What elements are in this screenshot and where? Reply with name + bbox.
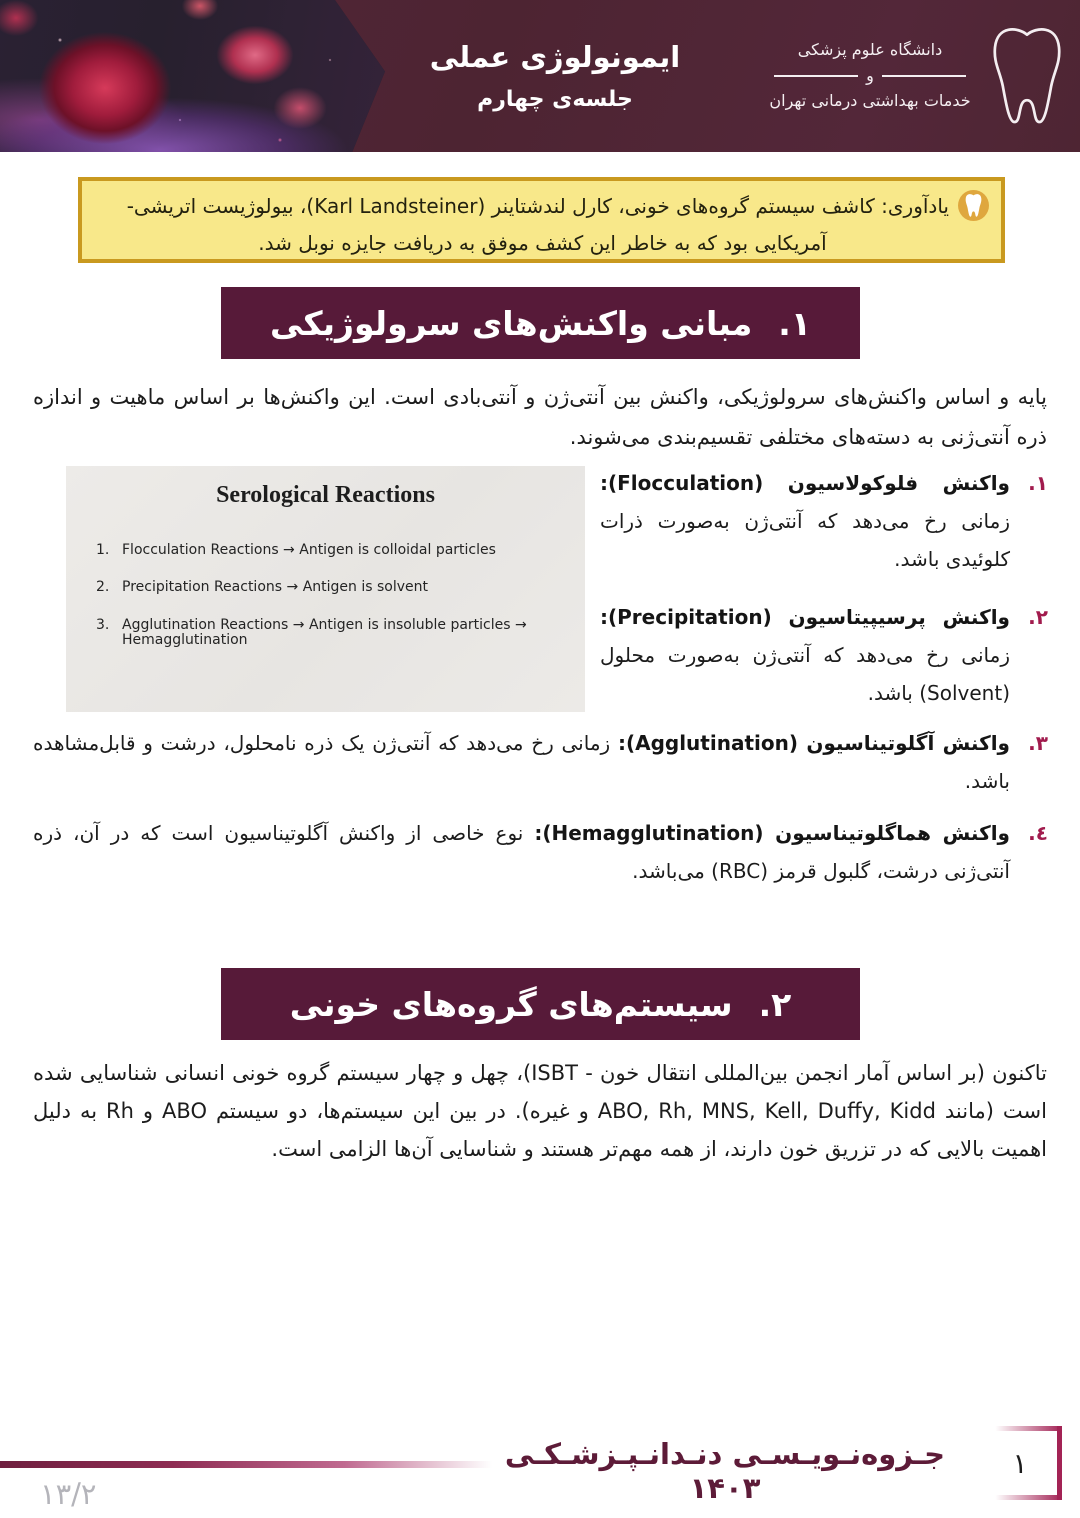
- item-number: ٤.: [1028, 821, 1048, 845]
- slide-list-item: 1. Flocculation Reactions → Antigen is colloidal particles: [96, 542, 496, 558]
- course-title: ایمونولوژی عملی: [429, 40, 681, 74]
- list-item-agglutination: [33, 724, 1050, 800]
- item-number: ۳.: [1028, 731, 1048, 755]
- list-item-precipitation: [600, 598, 1050, 712]
- university-logo: [756, 16, 1066, 136]
- page-number: ۱: [1012, 1446, 1028, 1480]
- section-2-header: [221, 968, 860, 1040]
- serology-slide-image: [66, 466, 585, 712]
- item-number: ۲.: [1028, 605, 1048, 629]
- page-number-bracket: [988, 1426, 1062, 1500]
- blood-cells-image: [0, 0, 385, 152]
- session-subtitle: جلسه‌ی چهارم: [477, 87, 633, 112]
- tooth-logo-icon: [988, 23, 1066, 129]
- slide-title: Serological Reactions: [216, 482, 435, 508]
- slide-list-item: 3. Agglutination Reactions → Antigen is insoluble particles → Hemagglutination: [96, 616, 527, 649]
- item-term: واکنش پرسیپیتاسیون (Precipitation):: [600, 605, 1010, 629]
- item-term: واکنش فلوکولاسیون (Flocculation):: [600, 471, 1010, 495]
- logo-line-1: دانشگاه علوم پزشکی: [797, 39, 943, 59]
- item-text: نوع خاصی از واکنش آگلوتیناسیون است که در آن، ذره آنتی‌ژنی درشت، گلبول قرمز (RBC) می‌باشد.: [33, 821, 1010, 883]
- section-1-header: [221, 287, 860, 359]
- page-header: [0, 0, 1080, 152]
- reminder-note-box: [78, 177, 1005, 263]
- item-term: واکنش آگلوتیناسیون (Agglutination):: [617, 731, 1010, 755]
- logo-rule-right: [774, 75, 858, 77]
- reminder-text-2: آمریکایی بود که به خاطر این کشف موفق به دریافت جایزه نوبل شد.: [258, 231, 827, 255]
- item-text: زمانی رخ می‌دهد که آنتی‌ژن یک ذره نامحلول، درشت و قابل‌مشاهده باشد.: [33, 731, 1010, 793]
- logo-line-3: خدمات بهداشتی درمانی تهران: [769, 91, 971, 111]
- reminder-text-1: یادآوری: کاشف سیستم گروه‌های خونی، کارل لندشتاینر (Karl Landsteiner)، بیولوژیست اتریشی-: [126, 194, 949, 218]
- footer-booklet-title: جـزوه‌نـویـسـی دنـدانـپـزشـکـی ۱۴۰۳: [504, 1437, 946, 1505]
- section-2-number: ۲.: [758, 984, 792, 1024]
- slide-list-item: 2. Precipitation Reactions → Antigen is solvent: [96, 579, 428, 596]
- section-1-title: مبانی واکنش‌های سرولوژیکی: [270, 303, 753, 343]
- version-number: ۱۳/۲: [40, 1477, 97, 1511]
- item-term: واکنش هماگلوتیناسیون (Hemagglutination):: [534, 821, 1010, 845]
- logo-conjunction: و: [866, 65, 874, 85]
- university-logo-text: [756, 38, 984, 114]
- list-item-hemagglutination: [33, 814, 1050, 890]
- header-titles: [395, 0, 715, 152]
- section-2-body: تاکنون (بر اساس آمار انجمن بین‌المللی انتقال خون - ISBT)، چهل و چهار سیستم گروه خونی انسانی شناسایی شده است (مانند ABO, Rh, MNS, Kell, Duffy, Kidd و غیره). در بین این سیستم‌ها، دو سیستم ABO و Rh به دلیل اهمیت بالایی که در تزریق خون دارند، از همه مهم‌تر هستند و شناسایی آن‌ها الزامی است.: [33, 1061, 1048, 1161]
- list-item-flocculation: [600, 464, 1050, 578]
- item-text: زمانی رخ می‌دهد که آنتی‌ژن به‌صورت ذرات کلوئیدی باشد.: [600, 509, 1010, 571]
- item-number: ۱.: [1028, 471, 1048, 495]
- section-2-title: سیستم‌های گروه‌های خونی: [289, 984, 733, 1024]
- slide-list: [96, 543, 575, 649]
- item-text: زمانی رخ می‌دهد که آنتی‌ژن به‌صورت محلول (Solvent) باشد.: [600, 643, 1010, 705]
- footer-divider-line: [0, 1461, 492, 1468]
- reminder-line-1: [96, 186, 989, 226]
- logo-rule-left: [882, 75, 966, 77]
- reminder-tooth-icon: [958, 190, 989, 221]
- logo-conjunction-row: [774, 64, 966, 89]
- section-1-number: ۱.: [778, 303, 811, 343]
- section-1-intro: پایه و اساس واکنش‌های سرولوژیکی، واکنش بین آنتی‌ژن و آنتی‌بادی است. این واکنش‌ها بر اساس ماهیت و اندازه ذره آنتی‌ژنی به دسته‌های مختلفی تقسیم‌بندی می‌شوند.: [33, 385, 1047, 449]
